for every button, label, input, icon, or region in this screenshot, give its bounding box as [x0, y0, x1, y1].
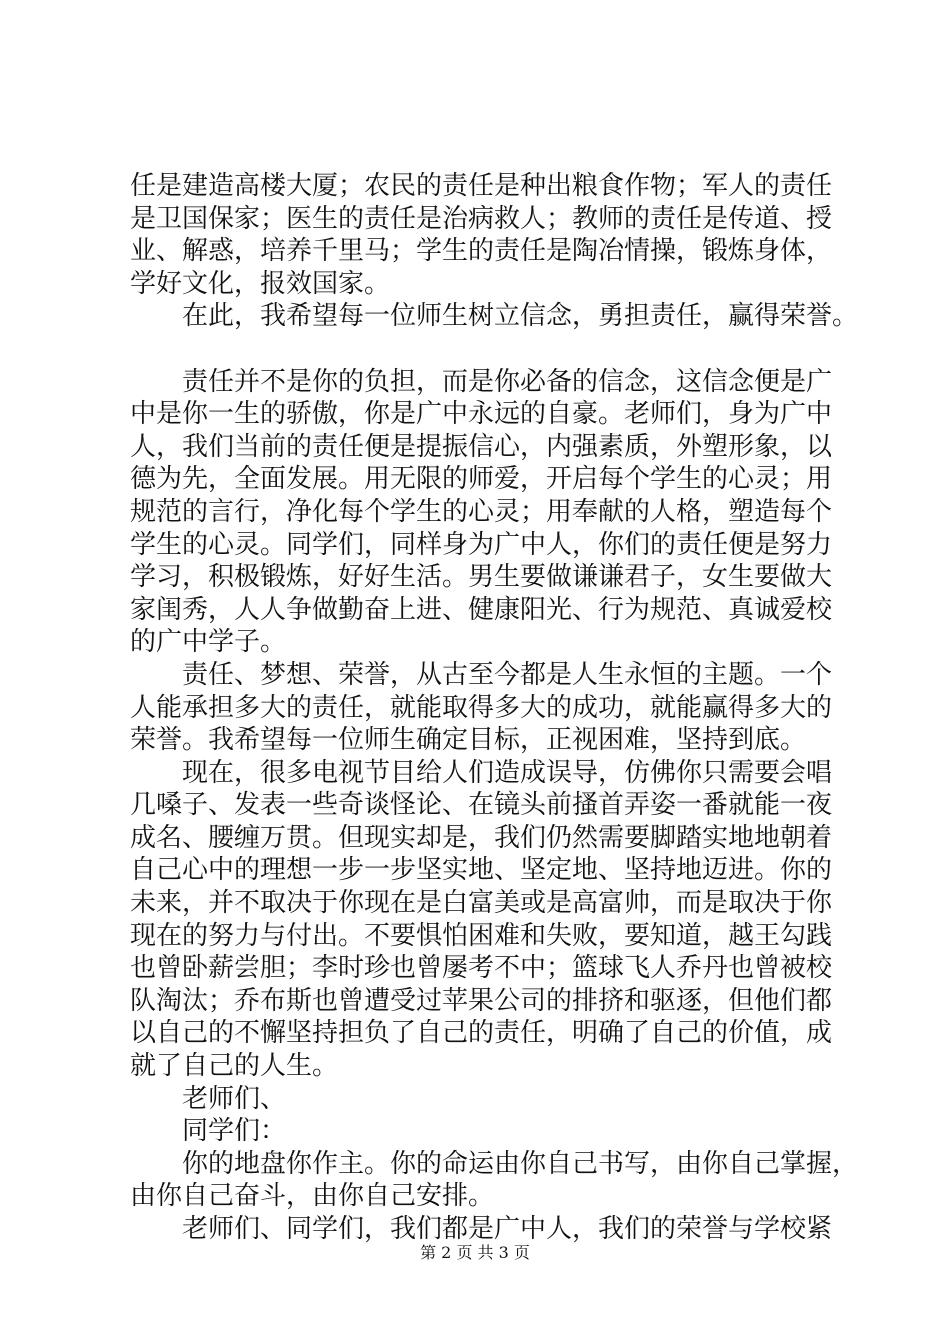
text-line: 规范的言行，净化每个学生的心灵；用奉献的人格，塑造每个: [130, 496, 833, 527]
text-line: 责任并不是你的负担，而是你必备的信念，这信念便是广: [182, 366, 833, 397]
text-line: 是卫国保家；医生的责任是治病救人；教师的责任是传道、授: [130, 203, 833, 234]
text-line: 现在，很多电视节目给人们造成误导，仿佛你只需要会唱: [182, 757, 833, 788]
text-line: 家闺秀，人人争做勤奋上进、健康阳光、行为规范、真诚爱校: [130, 594, 833, 625]
text-line: 成名、腰缠万贯。但现实却是，我们仍然需要脚踏实地地朝着: [130, 822, 833, 853]
text-line: 队淘汰；乔布斯也曾遭受过苹果公司的排挤和驱逐，但他们都: [130, 985, 833, 1016]
text-line: 学生的心灵。同学们，同样身为广中人，你们的责任便是努力: [130, 529, 833, 560]
text-line: 在此，我希望每一位师生树立信念，勇担责任，赢得荣誉。: [182, 301, 859, 332]
text-line: 几嗓子、发表一些奇谈怪论、在镜头前搔首弄姿一番就能一夜: [130, 790, 833, 821]
text-line: 的广中学子。: [130, 627, 287, 658]
text-line: 人，我们当前的责任便是提振信心，内强素质，外塑形象，以: [130, 431, 833, 462]
text-line: 学习，积极锻炼，好好生活。男生要做谦谦君子，女生要做大: [130, 562, 833, 593]
text-line: 就了自己的人生。: [130, 1051, 339, 1082]
text-line: 老师们、同学们，我们都是广中人，我们的荣誉与学校紧: [182, 1214, 833, 1244]
text-line: 中是你一生的骄傲，你是广中永远的自豪。老师们，身为广中: [130, 399, 833, 430]
text-line: 未来，并不取决于你现在是白富美或是高富帅，而是取决于你: [130, 888, 833, 919]
text-line: 自己心中的理想一步一步坚实地、坚定地、坚持地迈进。你的: [130, 855, 833, 886]
text-line: 学好文化，报效国家。: [130, 268, 391, 299]
text-line: 老师们、: [182, 1083, 287, 1114]
page-footer: [0, 1243, 950, 1263]
text-line: 人能承担多大的责任，就能取得多大的成功，就能赢得多大的: [130, 692, 833, 723]
text-line: 以自己的不懈坚持担负了自己的责任，明确了自己的价值，成: [130, 1018, 833, 1049]
text-line: 任是建造高楼大厦；农民的责任是种出粮食作物；军人的责任: [130, 171, 833, 201]
text-line: 也曾卧薪尝胆；李时珍也曾屡考不中；篮球飞人乔丹也曾被校: [130, 953, 833, 984]
text-line: 德为先，全面发展。用无限的师爱，开启每个学生的心灵；用: [130, 464, 833, 495]
paragraph-gap: [130, 333, 850, 366]
text-line: 由你自己奋斗，由你自己安排。: [130, 1181, 495, 1212]
text-line: 同学们：: [182, 1116, 287, 1147]
text-line: 荣誉。我希望每一位师生确定目标，正视困难，坚持到底。: [130, 725, 807, 756]
text-line: 业、解惑，培养千里马；学生的责任是陶冶情操，锻炼身体，: [130, 236, 833, 267]
text-line: 你的地盘你作主。你的命运由你自己书写，由你自己掌握，: [182, 1148, 859, 1179]
page-number-label: 第 2 页 共 3 页: [420, 1243, 530, 1262]
text-line: 责任、梦想、荣誉，从古至今都是人生永恒的主题。一个: [182, 659, 833, 690]
document-body: [130, 170, 859, 1246]
text-line: 现在的努力与付出。不要惧怕困难和失败，要知道，越王勾践: [130, 920, 833, 951]
